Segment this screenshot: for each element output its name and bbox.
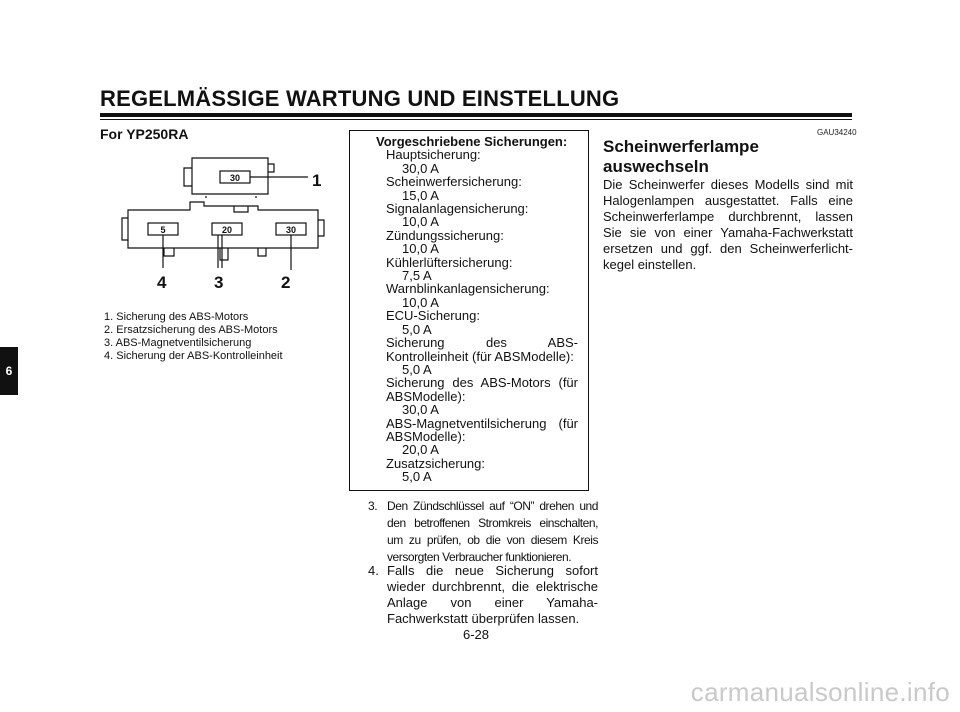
upper-holder-inner bbox=[206, 196, 256, 198]
spec-label: Kühlerlüftersicherung: bbox=[386, 254, 513, 270]
spec-label: Zündungssicherung: bbox=[386, 227, 504, 243]
spec-label: ABS-Magnetventilsicherung (für bbox=[386, 415, 578, 431]
fuse-box-diagram bbox=[108, 148, 328, 298]
spec-label: Warnblinkanlagensicherung: bbox=[386, 281, 550, 297]
spec-value: 30,0 A bbox=[402, 160, 439, 176]
fuse-4 bbox=[148, 223, 178, 235]
legend-item: 4. Sicherung der ABS-Kontrolleinheit bbox=[104, 350, 283, 362]
fuse-3-label: 20 bbox=[221, 225, 233, 235]
foot-2 bbox=[220, 248, 228, 260]
fuse-3 bbox=[212, 223, 242, 235]
foot-1 bbox=[164, 248, 174, 256]
title-rule-thin bbox=[100, 119, 852, 120]
spec-value: 5,0 A bbox=[402, 361, 432, 377]
fuse-1 bbox=[220, 171, 250, 183]
spec-label: Sicherung des ABS- bbox=[386, 335, 578, 351]
section-body: Die Scheinwerfer dieses Modells sind mit Halogenlampen ausgestattet. Falls eine Scheinwerferlampe durchbrennt, lassen Sie sie von einer Yamaha-Fachwerkstatt ersetzen und ggf. den Scheinwerferlicht-kegel einstellen. bbox=[603, 177, 853, 272]
spec-label: Hauptsicherung: bbox=[386, 147, 481, 163]
spec-value: 15,0 A bbox=[402, 187, 439, 203]
fuse-2 bbox=[276, 223, 306, 235]
spec-value: 10,0 A bbox=[402, 214, 439, 230]
section-heading: Scheinwerferlampe auswechseln bbox=[603, 137, 759, 176]
spec-label: Sicherung des ABS-Motors (für bbox=[386, 375, 578, 391]
step-text: Den Zündschlüssel auf “ON” drehen und den betroffenen Stromkreis einschalten, um zu prüfen, ob die von diesem Kreis versorgten Verbraucher funktionieren. bbox=[387, 499, 598, 564]
step-text: Falls die neue Sicherung sofort wieder durchbrennt, die elektrische Anlage von einer Yamaha-Fachwerkstatt überprüfen lassen. bbox=[387, 563, 598, 626]
spec-label: ABSModelle): bbox=[386, 388, 466, 404]
step-4 bbox=[368, 563, 598, 627]
spec-label: Signalanlagensicherung: bbox=[386, 201, 529, 217]
section-tab bbox=[0, 347, 18, 395]
upper-holder-tab-left bbox=[184, 168, 192, 186]
spec-value: 5,0 A bbox=[402, 469, 432, 485]
title-rule bbox=[100, 113, 852, 117]
spec-value: 5,0 A bbox=[402, 321, 432, 337]
spec-value: 7,5 A bbox=[402, 268, 432, 284]
callout-4: 4 bbox=[157, 273, 167, 292]
lower-block-left-edge bbox=[122, 218, 128, 240]
spec-value: 30,0 A bbox=[402, 402, 439, 418]
spec-label: ECU-Sicherung: bbox=[386, 308, 480, 324]
page-number: 6-28 bbox=[463, 627, 490, 642]
spec-label: Zusatzsicherung: bbox=[386, 455, 485, 471]
spec-label: Kontrolleinheit (für ABSModelle): bbox=[386, 348, 574, 364]
watermark: carmanualsonline.info bbox=[690, 677, 950, 707]
spec-rows bbox=[350, 148, 588, 483]
step-number: 3. bbox=[368, 499, 378, 513]
reference-code: GAU34240 bbox=[817, 128, 857, 137]
spec-value: 20,0 A bbox=[402, 442, 439, 458]
fuse-2-label: 30 bbox=[285, 225, 297, 235]
model-heading: For YP250RA bbox=[100, 126, 189, 142]
spec-value: 10,0 A bbox=[402, 241, 439, 257]
callout-2: 2 bbox=[281, 273, 291, 292]
spec-box-title: Vorgeschriebene Sicherungen: bbox=[376, 134, 568, 149]
specification-box bbox=[349, 130, 589, 491]
connector-stub bbox=[234, 206, 248, 212]
page-title: REGELMÄSSIGE WARTUNG UND EINSTELLUNG bbox=[100, 86, 620, 111]
fuse-1-label: 30 bbox=[229, 173, 241, 183]
spec-value: 10,0 A bbox=[402, 294, 439, 310]
step-3 bbox=[368, 498, 598, 566]
figure-legend bbox=[104, 311, 283, 363]
legend-item: 1. Sicherung des ABS-Motors bbox=[104, 311, 249, 323]
spec-label: ABSModelle): bbox=[386, 428, 466, 444]
spec-label: Scheinwerfersicherung: bbox=[386, 174, 522, 190]
callout-3: 3 bbox=[214, 273, 224, 292]
section-tab-label: 6 bbox=[5, 364, 13, 378]
legend-item: 2. Ersatzsicherung des ABS-Motors bbox=[104, 324, 278, 336]
legend-item: 3. ABS-Magnetventilsicherung bbox=[104, 337, 252, 349]
step-number: 4. bbox=[368, 563, 379, 578]
lower-block-right-edge bbox=[318, 220, 324, 236]
upper-holder-tab-right bbox=[268, 164, 274, 172]
foot-3 bbox=[258, 248, 266, 256]
fuse-4-label: 5 bbox=[160, 225, 166, 235]
callout-1: 1 bbox=[312, 171, 322, 190]
